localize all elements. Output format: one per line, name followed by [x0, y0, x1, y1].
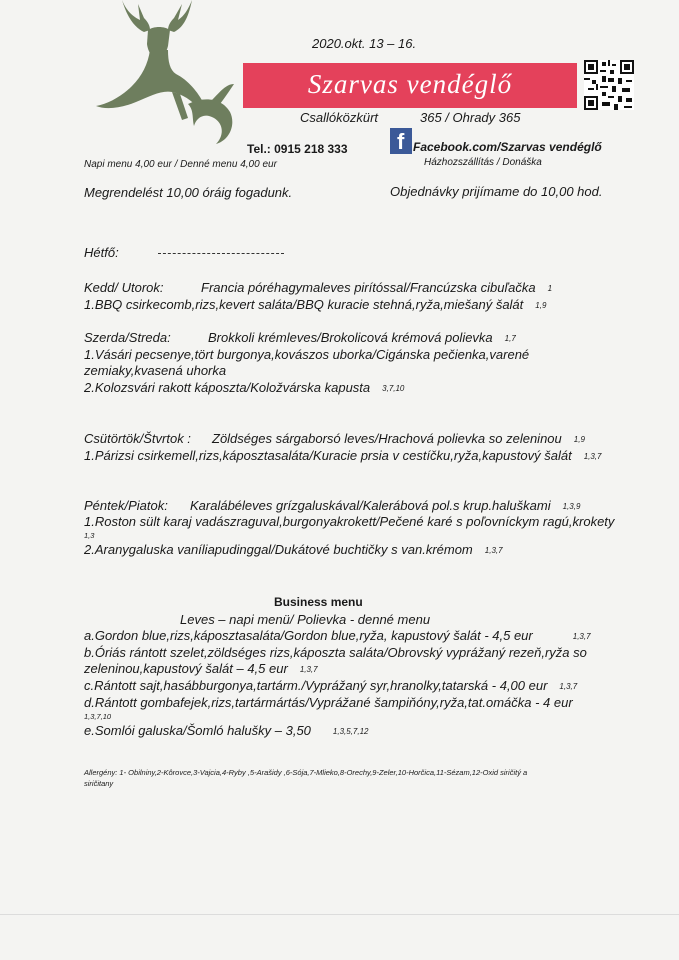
- allergen-legend-cont: siričitany: [84, 779, 114, 788]
- monday-divider: [158, 253, 284, 254]
- business-item-b-cont: zeleninou,kapustový šalát – 4,5 eur 1,3,7: [84, 661, 318, 676]
- monday-label: Hétfő:: [84, 245, 119, 260]
- order-notice-hu: Megrendelést 10,00 óráig fogadunk.: [84, 185, 293, 200]
- friday-soup: Karalábéleves grízgaluskával/Kalerábová pol.s krup.haluškami 1,3,9: [190, 498, 581, 513]
- address-town: Csallóközkürt: [300, 110, 379, 125]
- order-notice-sk: Objednávky prijímame do 10,00 hod.: [390, 184, 603, 199]
- thursday-dish-1: 1.Párizsi csirkemell,rizs,káposztasaláta/Kuracie prsia v cestíčku,ryža,kapustový šalát 1,3,7: [84, 448, 602, 463]
- wednesday-label: Szerda/Streda:: [84, 330, 171, 345]
- menu-date: 2020.okt. 13 – 16.: [312, 36, 417, 51]
- wednesday-dish-2: 2.Kolozsvári rakott káposzta/Koložvárska kapusta 3,7,10: [84, 380, 405, 395]
- business-item-a: a.Gordon blue,rizs,káposztasaláta/Gordon blue,ryža, kapustový šalát - 4,5 eur 1,3,7: [84, 628, 591, 643]
- friday-label: Péntek/Piatok:: [84, 498, 168, 513]
- business-item-d-allergens: 1,3,7,10: [84, 712, 112, 721]
- friday-dish-1-allergens: 1,3: [84, 531, 95, 540]
- thursday-label: Csütörtök/Štvrtok :: [84, 431, 191, 446]
- wednesday-dish-1: 1.Vásári pecsenye,tört burgonya,kovászos uborka/Cigánska pečienka,varené: [84, 347, 530, 362]
- business-menu-subtitle: Leves – napi menü/ Polievka - denné menu: [180, 612, 431, 627]
- daily-menu-price: Napi menu 4,00 eur / Denné menu 4,00 eur: [84, 159, 277, 170]
- tuesday-soup: Francia póréhagymaleves pirítóssal/Francúzska cibuľačka 1: [201, 280, 553, 295]
- facebook-link: Facebook.com/Szarvas vendéglő: [413, 140, 602, 154]
- restaurant-banner: [243, 63, 577, 108]
- phone-number: Tel.: 0915 218 333: [247, 142, 348, 156]
- facebook-icon: f: [390, 128, 412, 154]
- tuesday-dish-1: 1.BBQ csirkecomb,rizs,kevert saláta/BBQ kuracie stehná,ryža,miešaný šalát 1,9: [84, 297, 547, 312]
- friday-dish-1: 1.Roston sült karaj vadászraguval,burgonyakrokett/Pečené karé s poľovníckym ragú,krokety: [84, 514, 615, 529]
- address-number: 365 / Ohrady 365: [420, 110, 521, 125]
- business-item-b: b.Óriás rántott szelet,zöldséges rizs,káposzta saláta/Obrovský vyprážaný rezeň,ryža so: [84, 645, 587, 660]
- deer-logo: [92, 0, 242, 150]
- tuesday-label: Kedd/ Utorok:: [84, 280, 164, 295]
- friday-dish-2: 2.Aranygaluska vaníliapudinggal/Dukátové buchtičky s van.krémom 1,3,7: [84, 542, 503, 557]
- wednesday-dish-1-cont: zemiaky,kvasená uhorka: [84, 363, 227, 378]
- business-menu-title: Business menu: [274, 595, 363, 609]
- business-item-c: c.Rántott sajt,hasábburgonya,tartárm./Vyprážaný syr,hranolky,tatarská - 4,00 eur 1,3,7: [84, 678, 578, 693]
- restaurant-name: Szarvas vendéglő: [307, 69, 513, 99]
- allergen-legend: Allergény: 1- Obilniny,2-Kôrovce,3-Vajcia,4-Ryby ,5-Arašidy ,6-Sója,7-Mlieko,8-Orechy,9-Zeler,10-Horčica,11-Sézam,12-Oxid siričitý a: [84, 768, 528, 777]
- page-edge: [0, 914, 679, 915]
- thursday-soup: Zöldséges sárgaborsó leves/Hrachová polievka so zeleninou 1,9: [212, 431, 585, 446]
- business-item-e: e.Somlói galuska/Šomló halušky – 3,50 1,3,5,7,12: [84, 723, 369, 738]
- business-item-d: d.Rántott gombafejek,rizs,tartármártás/Vyprážané šampiňóny,ryža,tat.omáčka - 4 eur: [84, 695, 573, 710]
- wednesday-soup: Brokkoli krémleves/Brokolicová krémová polievka 1,7: [208, 330, 516, 345]
- qr-code-icon: [584, 60, 634, 110]
- delivery-info: Házhozszállítás / Donáška: [424, 157, 542, 168]
